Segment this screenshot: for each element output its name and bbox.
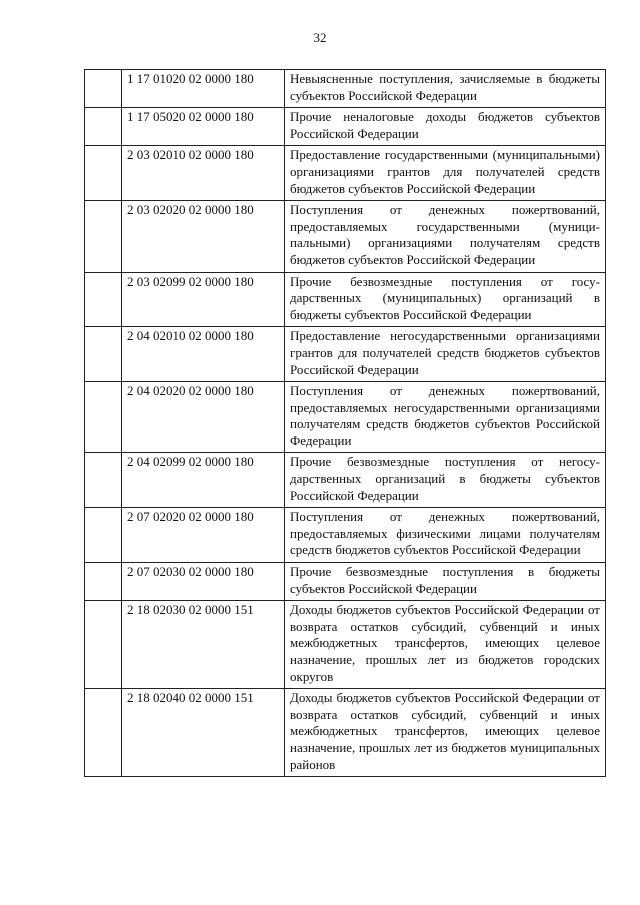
table-row	[85, 508, 606, 563]
revenue-name-cell: Невыясненные поступления, зачисляемые в бюджеты субъектов Российской Федерации	[285, 70, 606, 108]
table-row	[85, 108, 606, 146]
revenue-name-cell: Поступления от денежных пожертвований, предоставляемых негосударственными организациями получателям средств бюджетов субъектов Российской Федерации	[285, 382, 606, 453]
table-row	[85, 382, 606, 453]
budget-code-cell: 2 07 02020 02 0000 180	[122, 508, 285, 563]
empty-cell	[85, 327, 122, 382]
budget-code-cell: 1 17 01020 02 0000 180	[122, 70, 285, 108]
table-row	[85, 327, 606, 382]
empty-cell	[85, 601, 122, 689]
budget-code-cell: 2 04 02020 02 0000 180	[122, 382, 285, 453]
empty-cell	[85, 108, 122, 146]
budget-code-cell: 2 18 02030 02 0000 151	[122, 601, 285, 689]
budget-code-cell: 2 03 02020 02 0000 180	[122, 201, 285, 272]
revenue-name-cell: Прочие безвозмездные поступления в бюджеты субъектов Российской Федерации	[285, 563, 606, 601]
empty-cell	[85, 70, 122, 108]
table-row	[85, 146, 606, 201]
empty-cell	[85, 453, 122, 508]
table-row	[85, 563, 606, 601]
page-number: 32	[313, 30, 327, 45]
empty-cell	[85, 563, 122, 601]
budget-code-cell: 2 03 02010 02 0000 180	[122, 146, 285, 201]
budget-code-cell: 2 04 02099 02 0000 180	[122, 453, 285, 508]
table-row	[85, 201, 606, 272]
table-row	[85, 601, 606, 689]
revenue-name-cell: Доходы бюджетов субъектов Российской Федерации от возврата остатков субсидий, субвенций и иных межбюджетных трансфертов, имеющих целевое назначение, прошлых лет из бюджетов муниципальных районов	[285, 689, 606, 777]
budget-code-cell: 1 17 05020 02 0000 180	[122, 108, 285, 146]
table-row	[85, 272, 606, 327]
budget-code-cell: 2 04 02010 02 0000 180	[122, 327, 285, 382]
table-row	[85, 70, 606, 108]
budget-classification-table	[84, 69, 606, 777]
empty-cell	[85, 272, 122, 327]
revenue-name-cell: Прочие безвозмездные поступления от государственных (муниципальных) организаций в бюджеты субъектов Российской Федерации	[285, 272, 606, 327]
table-row	[85, 453, 606, 508]
budget-code-cell: 2 07 02030 02 0000 180	[122, 563, 285, 601]
revenue-name-cell: Прочие неналоговые доходы бюджетов субъектов Российской Федерации	[285, 108, 606, 146]
revenue-name-cell: Предоставление государственными (муниципальными) организациями грантов для получателей средств бюджетов субъектов Российской Федерации	[285, 146, 606, 201]
revenue-name-cell: Поступления от денежных пожертвований, предоставляемых физическими лицами получателям средств бюджетов субъектов Российской Федерации	[285, 508, 606, 563]
empty-cell	[85, 146, 122, 201]
empty-cell	[85, 382, 122, 453]
empty-cell	[85, 201, 122, 272]
empty-cell	[85, 508, 122, 563]
empty-cell	[85, 689, 122, 777]
budget-code-cell: 2 18 02040 02 0000 151	[122, 689, 285, 777]
budget-code-cell: 2 03 02099 02 0000 180	[122, 272, 285, 327]
revenue-name-cell: Предоставление негосударственными организациями грантов для получателей средств бюджетов субъектов Российской Федерации	[285, 327, 606, 382]
revenue-name-cell: Доходы бюджетов субъектов Российской Федерации от возврата остатков субсидий, субвенций и иных межбюджетных трансфертов, имеющих целевое назначение, прошлых лет из бюджетов городских округов	[285, 601, 606, 689]
table-row	[85, 689, 606, 777]
revenue-name-cell: Поступления от денежных пожертвований, предоставляемых государственными (муниципальными) организациями получателям средств бюджетов субъектов Российской Федерации	[285, 201, 606, 272]
revenue-name-cell: Прочие безвозмездные поступления от негосударственных организаций в бюджеты субъектов Российской Федерации	[285, 453, 606, 508]
